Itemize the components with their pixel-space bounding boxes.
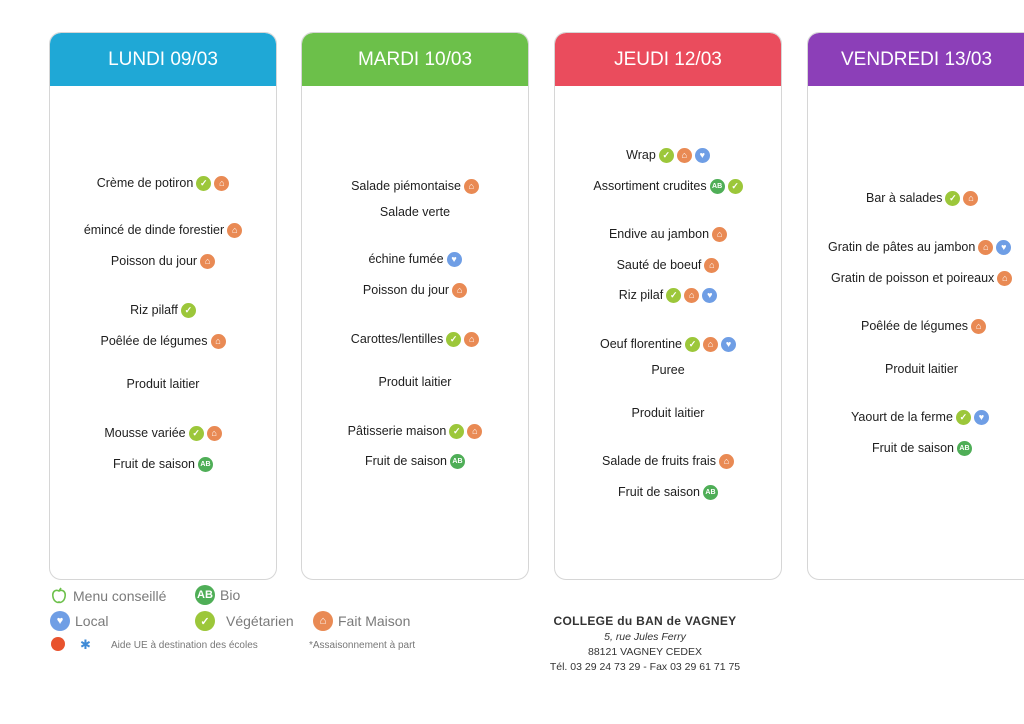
fait-maison-icon: ⌂ — [313, 611, 333, 631]
scan-mark — [112, 8, 148, 12]
dish — [808, 317, 1024, 335]
dish-label: Salade de fruits frais — [602, 454, 716, 468]
legend-label: Végétarien — [226, 613, 294, 629]
fait-maison-icon: ⌂ — [467, 424, 482, 439]
dish-label: Produit laitier — [631, 406, 705, 420]
dish — [50, 252, 276, 270]
dish-label: Oeuf florentine — [600, 337, 682, 351]
vegetarian-icon: ✓ — [685, 337, 700, 352]
fait-maison-icon: ⌂ — [200, 254, 215, 269]
dish — [808, 238, 1024, 256]
dish — [302, 203, 528, 221]
dish-label: Fruit de saison — [872, 441, 954, 455]
day-header-vendredi: VENDREDI 13/03 — [808, 33, 1024, 86]
dish-label: échine fumée — [368, 252, 444, 266]
vegetarian-icon: ✓ — [196, 176, 211, 191]
fait-maison-icon: ⌂ — [207, 426, 222, 441]
dish-label: Riz pilaf — [618, 288, 664, 302]
legend-local — [50, 611, 108, 631]
dish — [555, 361, 781, 379]
dish-label: Carottes/lentilles — [350, 332, 444, 346]
dish — [302, 250, 528, 268]
dish — [50, 375, 276, 393]
dish-label: Wrap — [626, 148, 656, 162]
dish-label: Assortiment crudites — [593, 179, 707, 193]
dish-label: Gratin de pâtes au jambon — [828, 240, 976, 254]
fait-maison-icon: ⌂ — [677, 148, 692, 163]
fait-maison-icon: ⌂ — [703, 337, 718, 352]
dish — [50, 174, 276, 192]
dish-label: Poisson du jour — [110, 254, 198, 268]
dish — [555, 286, 781, 304]
dish — [302, 330, 528, 348]
dish-label: Crème de potiron — [96, 176, 194, 190]
aide-ue-note: Aide UE à destination des écoles — [111, 640, 258, 651]
local-icon: ♥ — [974, 410, 989, 425]
bio-icon: AB — [450, 454, 465, 469]
apple-outline-icon — [50, 587, 68, 605]
dish — [808, 269, 1024, 287]
day-header-mardi: MARDI 10/03 — [302, 33, 528, 86]
school-address — [535, 614, 755, 673]
dish — [555, 483, 781, 501]
legend-fait-maison — [313, 611, 410, 631]
bio-icon: AB — [710, 179, 725, 194]
school-name: COLLEGE du BAN de VAGNEY — [553, 614, 737, 628]
dish — [302, 281, 528, 299]
dish — [555, 256, 781, 274]
vegetarian-icon: ✓ — [659, 148, 674, 163]
dish — [50, 301, 276, 319]
dish-label: Poêlée de légumes — [861, 319, 969, 333]
vegetarian-icon: ✓ — [449, 424, 464, 439]
fait-maison-icon: ⌂ — [704, 258, 719, 273]
day-header-jeudi: JEUDI 12/03 — [555, 33, 781, 86]
day-header-lundi: LUNDI 09/03 — [50, 33, 276, 86]
dish — [302, 373, 528, 391]
legend-bio — [195, 585, 240, 605]
eu-flag-icon: ✱ — [80, 637, 91, 652]
local-icon: ♥ — [695, 148, 710, 163]
vegetarian-icon: ✓ — [666, 288, 681, 303]
fait-maison-icon: ⌂ — [997, 271, 1012, 286]
legend-label: Bio — [220, 587, 241, 603]
dish-label: Gratin de poisson et poireaux — [831, 271, 995, 285]
dish — [555, 146, 781, 164]
dish — [555, 177, 781, 195]
bio-icon: AB — [957, 441, 972, 456]
fait-maison-icon: ⌂ — [211, 334, 226, 349]
local-icon: ♥ — [50, 611, 70, 631]
dish — [555, 335, 781, 353]
vegetarian-icon: ✓ — [181, 303, 196, 318]
dish-label: Poêlée de légumes — [100, 334, 208, 348]
dish-label: Produit laitier — [126, 377, 200, 391]
vegetarian-icon: ✓ — [956, 410, 971, 425]
dish — [302, 177, 528, 195]
dish — [555, 225, 781, 243]
dish-label: Bar à salades — [866, 191, 943, 205]
legend-vegetarien — [195, 611, 294, 631]
dish — [555, 452, 781, 470]
apple-icon — [51, 637, 65, 651]
vegetarian-icon: ✓ — [195, 611, 215, 631]
dish — [808, 439, 1024, 457]
dish-label: émincé de dinde forestier — [83, 223, 225, 237]
dish-label: Puree — [651, 363, 685, 377]
legend-label: Local — [75, 613, 109, 629]
dish-label: Produit laitier — [885, 362, 958, 376]
bio-icon: AB — [198, 457, 213, 472]
dish-label: Pâtisserie maison — [347, 424, 447, 438]
legend-label: Fait Maison — [338, 613, 411, 629]
dish-label: Salade verte — [379, 205, 451, 219]
school-phone: Tél. 03 29 24 73 29 - Fax 03 29 61 71 75 — [549, 661, 741, 673]
local-icon: ♥ — [702, 288, 717, 303]
dish-label: Produit laitier — [378, 375, 452, 389]
fait-maison-icon: ⌂ — [978, 240, 993, 255]
dish-label: Fruit de saison — [113, 457, 195, 471]
dish — [808, 408, 1024, 426]
fait-maison-icon: ⌂ — [464, 332, 479, 347]
day-card-jeudi — [554, 32, 782, 580]
day-card-mardi — [301, 32, 529, 580]
dish-label: Endive au jambon — [608, 227, 710, 241]
day-card-lundi — [49, 32, 277, 580]
fait-maison-icon: ⌂ — [971, 319, 986, 334]
local-icon: ♥ — [996, 240, 1011, 255]
fait-maison-icon: ⌂ — [227, 223, 242, 238]
fait-maison-icon: ⌂ — [464, 179, 479, 194]
dish — [808, 360, 1024, 378]
legend-menu-conseille — [50, 587, 166, 605]
dish — [50, 332, 276, 350]
dish-label: Salade piémontaise — [351, 179, 461, 193]
dish — [50, 424, 276, 442]
dish — [808, 189, 1024, 207]
fait-maison-icon: ⌂ — [452, 283, 467, 298]
fait-maison-icon: ⌂ — [214, 176, 229, 191]
vegetarian-icon: ✓ — [728, 179, 743, 194]
dish-label: Fruit de saison — [365, 454, 447, 468]
dish-label: Riz pilaff — [130, 303, 178, 317]
dish — [555, 404, 781, 422]
dish-label: Yaourt de la ferme — [851, 410, 953, 424]
fait-maison-icon: ⌂ — [719, 454, 734, 469]
legend-label: Menu conseillé — [73, 588, 167, 604]
school-city: 88121 VAGNEY CEDEX — [587, 646, 702, 658]
dish-label: Poisson du jour — [362, 283, 450, 297]
dish-label: Fruit de saison — [618, 485, 700, 499]
vegetarian-icon: ✓ — [446, 332, 461, 347]
dish-label: Mousse variée — [104, 426, 186, 440]
dish-label: Sauté de boeuf — [616, 258, 702, 272]
dish — [302, 452, 528, 470]
school-street: 5, rue Jules Ferry — [604, 631, 686, 643]
dish — [302, 422, 528, 440]
local-icon: ♥ — [721, 337, 736, 352]
vegetarian-icon: ✓ — [945, 191, 960, 206]
vegetarian-icon: ✓ — [189, 426, 204, 441]
fait-maison-icon: ⌂ — [712, 227, 727, 242]
bio-icon: AB — [195, 585, 215, 605]
dish — [50, 221, 276, 239]
fait-maison-icon: ⌂ — [963, 191, 978, 206]
bio-icon: AB — [703, 485, 718, 500]
dish — [50, 455, 276, 473]
fait-maison-icon: ⌂ — [684, 288, 699, 303]
assaisonnement-note: *Assaisonnement à part — [309, 640, 416, 651]
day-card-vendredi — [807, 32, 1024, 580]
local-icon: ♥ — [447, 252, 462, 267]
